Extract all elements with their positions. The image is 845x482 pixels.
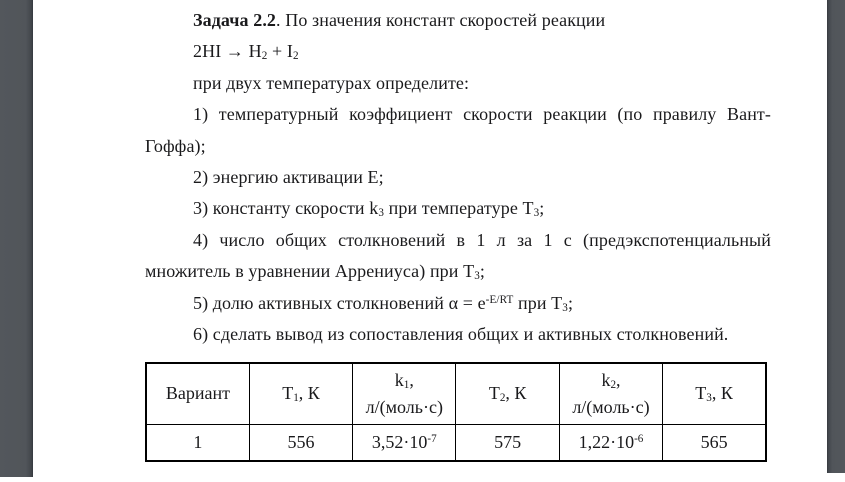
text-run: Гоффа); — [145, 135, 206, 156]
table-data-cell-t3 — [663, 424, 766, 461]
text-run: 1) температурный коэффициент скорости реакции (по правилу Вант- — [193, 104, 771, 125]
table-data-cell-t2 — [456, 424, 559, 461]
table-header-row — [146, 363, 766, 424]
text-run: 1 — [403, 378, 410, 391]
document-page — [33, 0, 827, 482]
item-4-line-2 — [145, 256, 771, 287]
text-run: , К — [711, 383, 733, 404]
text-run: 556 — [287, 431, 315, 452]
table-header-cell-col-variant — [146, 363, 249, 424]
text-run: , К — [298, 383, 320, 404]
text-run: k — [601, 369, 611, 390]
table-header-cell-col-k2 — [559, 363, 662, 424]
text-run: . По значения констант скоростей реакции — [276, 10, 606, 30]
item-1-line-1 — [145, 99, 771, 130]
text-run: 1,22·10 — [578, 431, 635, 452]
item-5-line — [145, 288, 771, 319]
text-run: 2HI → H — [193, 41, 262, 62]
text-run: 3 — [474, 270, 480, 283]
text-run: 1 — [293, 392, 299, 405]
text-run: Т — [282, 383, 294, 404]
table-data-cell-variant — [146, 424, 249, 461]
text-run: 3 — [562, 301, 568, 314]
text-run: ; — [539, 198, 545, 219]
text-run: 2 — [610, 378, 617, 391]
table-header-cell-col-k1 — [353, 363, 456, 424]
variants-table — [145, 362, 767, 462]
text-run: 1 — [193, 431, 203, 452]
text-run: 6) сделать вывод из сопоставления общих и активных столкновений. — [193, 324, 729, 345]
text-run: , — [409, 369, 414, 390]
text-run: 3 — [533, 207, 540, 220]
viewer-left-gutter — [0, 0, 33, 477]
text-run: , К — [505, 383, 527, 404]
text-run: 3) константу скорости k — [193, 198, 379, 219]
text-run: 5) долю активных столкновений α = e — [193, 292, 486, 313]
text-run: -7 — [427, 432, 437, 445]
text-run: множитель в уравнении Аррениуса) при Т — [145, 261, 475, 282]
item-6-line — [145, 319, 771, 350]
text-run: 3 — [706, 392, 712, 405]
text-run: 565 — [700, 431, 728, 452]
text-run: Т — [488, 383, 500, 404]
item-1-line-2 — [145, 131, 771, 162]
text-run: при температуре Т — [384, 198, 534, 219]
table-header-cell-col-t3 — [663, 363, 766, 424]
table-data-cell-t1 — [249, 424, 352, 461]
problem-text-block — [145, 5, 771, 350]
text-run: 4) число общих столкновений в 1 л за 1 с (предэкспотенциальный — [193, 229, 771, 250]
text-run: -E/RT — [485, 293, 514, 306]
item-3-line — [145, 193, 771, 224]
text-run: 2 — [292, 50, 299, 63]
text-run: 3,52·10 — [371, 431, 428, 452]
reaction-equation-line — [145, 36, 771, 67]
text-run: , — [616, 369, 621, 390]
text-run: + I — [267, 41, 293, 62]
item-2-line — [145, 162, 771, 193]
text-run: Т — [695, 383, 707, 404]
text-run: ; — [567, 292, 574, 313]
text-run: л/(моль·с) — [572, 396, 650, 417]
text-run: 2 — [261, 50, 268, 63]
item-4-line-1 — [145, 225, 771, 256]
table-data-cell-k2 — [559, 424, 662, 461]
text-run: 3 — [378, 207, 385, 220]
viewer-right-gutter — [827, 0, 845, 473]
text-run: 2 — [499, 392, 506, 405]
text-run: k — [394, 369, 404, 390]
text-run: при двух температурах определите: — [193, 72, 470, 93]
text-run: Задача 2.2 — [193, 10, 277, 30]
table-header-cell-col-t1 — [249, 363, 352, 424]
text-run: л/(моль·с) — [365, 396, 443, 417]
task-title-line — [145, 5, 771, 36]
table-data-row — [146, 424, 766, 461]
text-run: Вариант — [165, 383, 230, 404]
table-header-cell-col-t2 — [456, 363, 559, 424]
text-run: 575 — [494, 431, 522, 452]
text-run: ; — [479, 261, 486, 282]
table-data-cell-k1 — [353, 424, 456, 461]
text-run: 2) энергию активации Е; — [193, 167, 384, 188]
text-run: -6 — [634, 432, 644, 445]
intro-line — [145, 68, 771, 99]
text-run: при Т — [513, 292, 563, 313]
